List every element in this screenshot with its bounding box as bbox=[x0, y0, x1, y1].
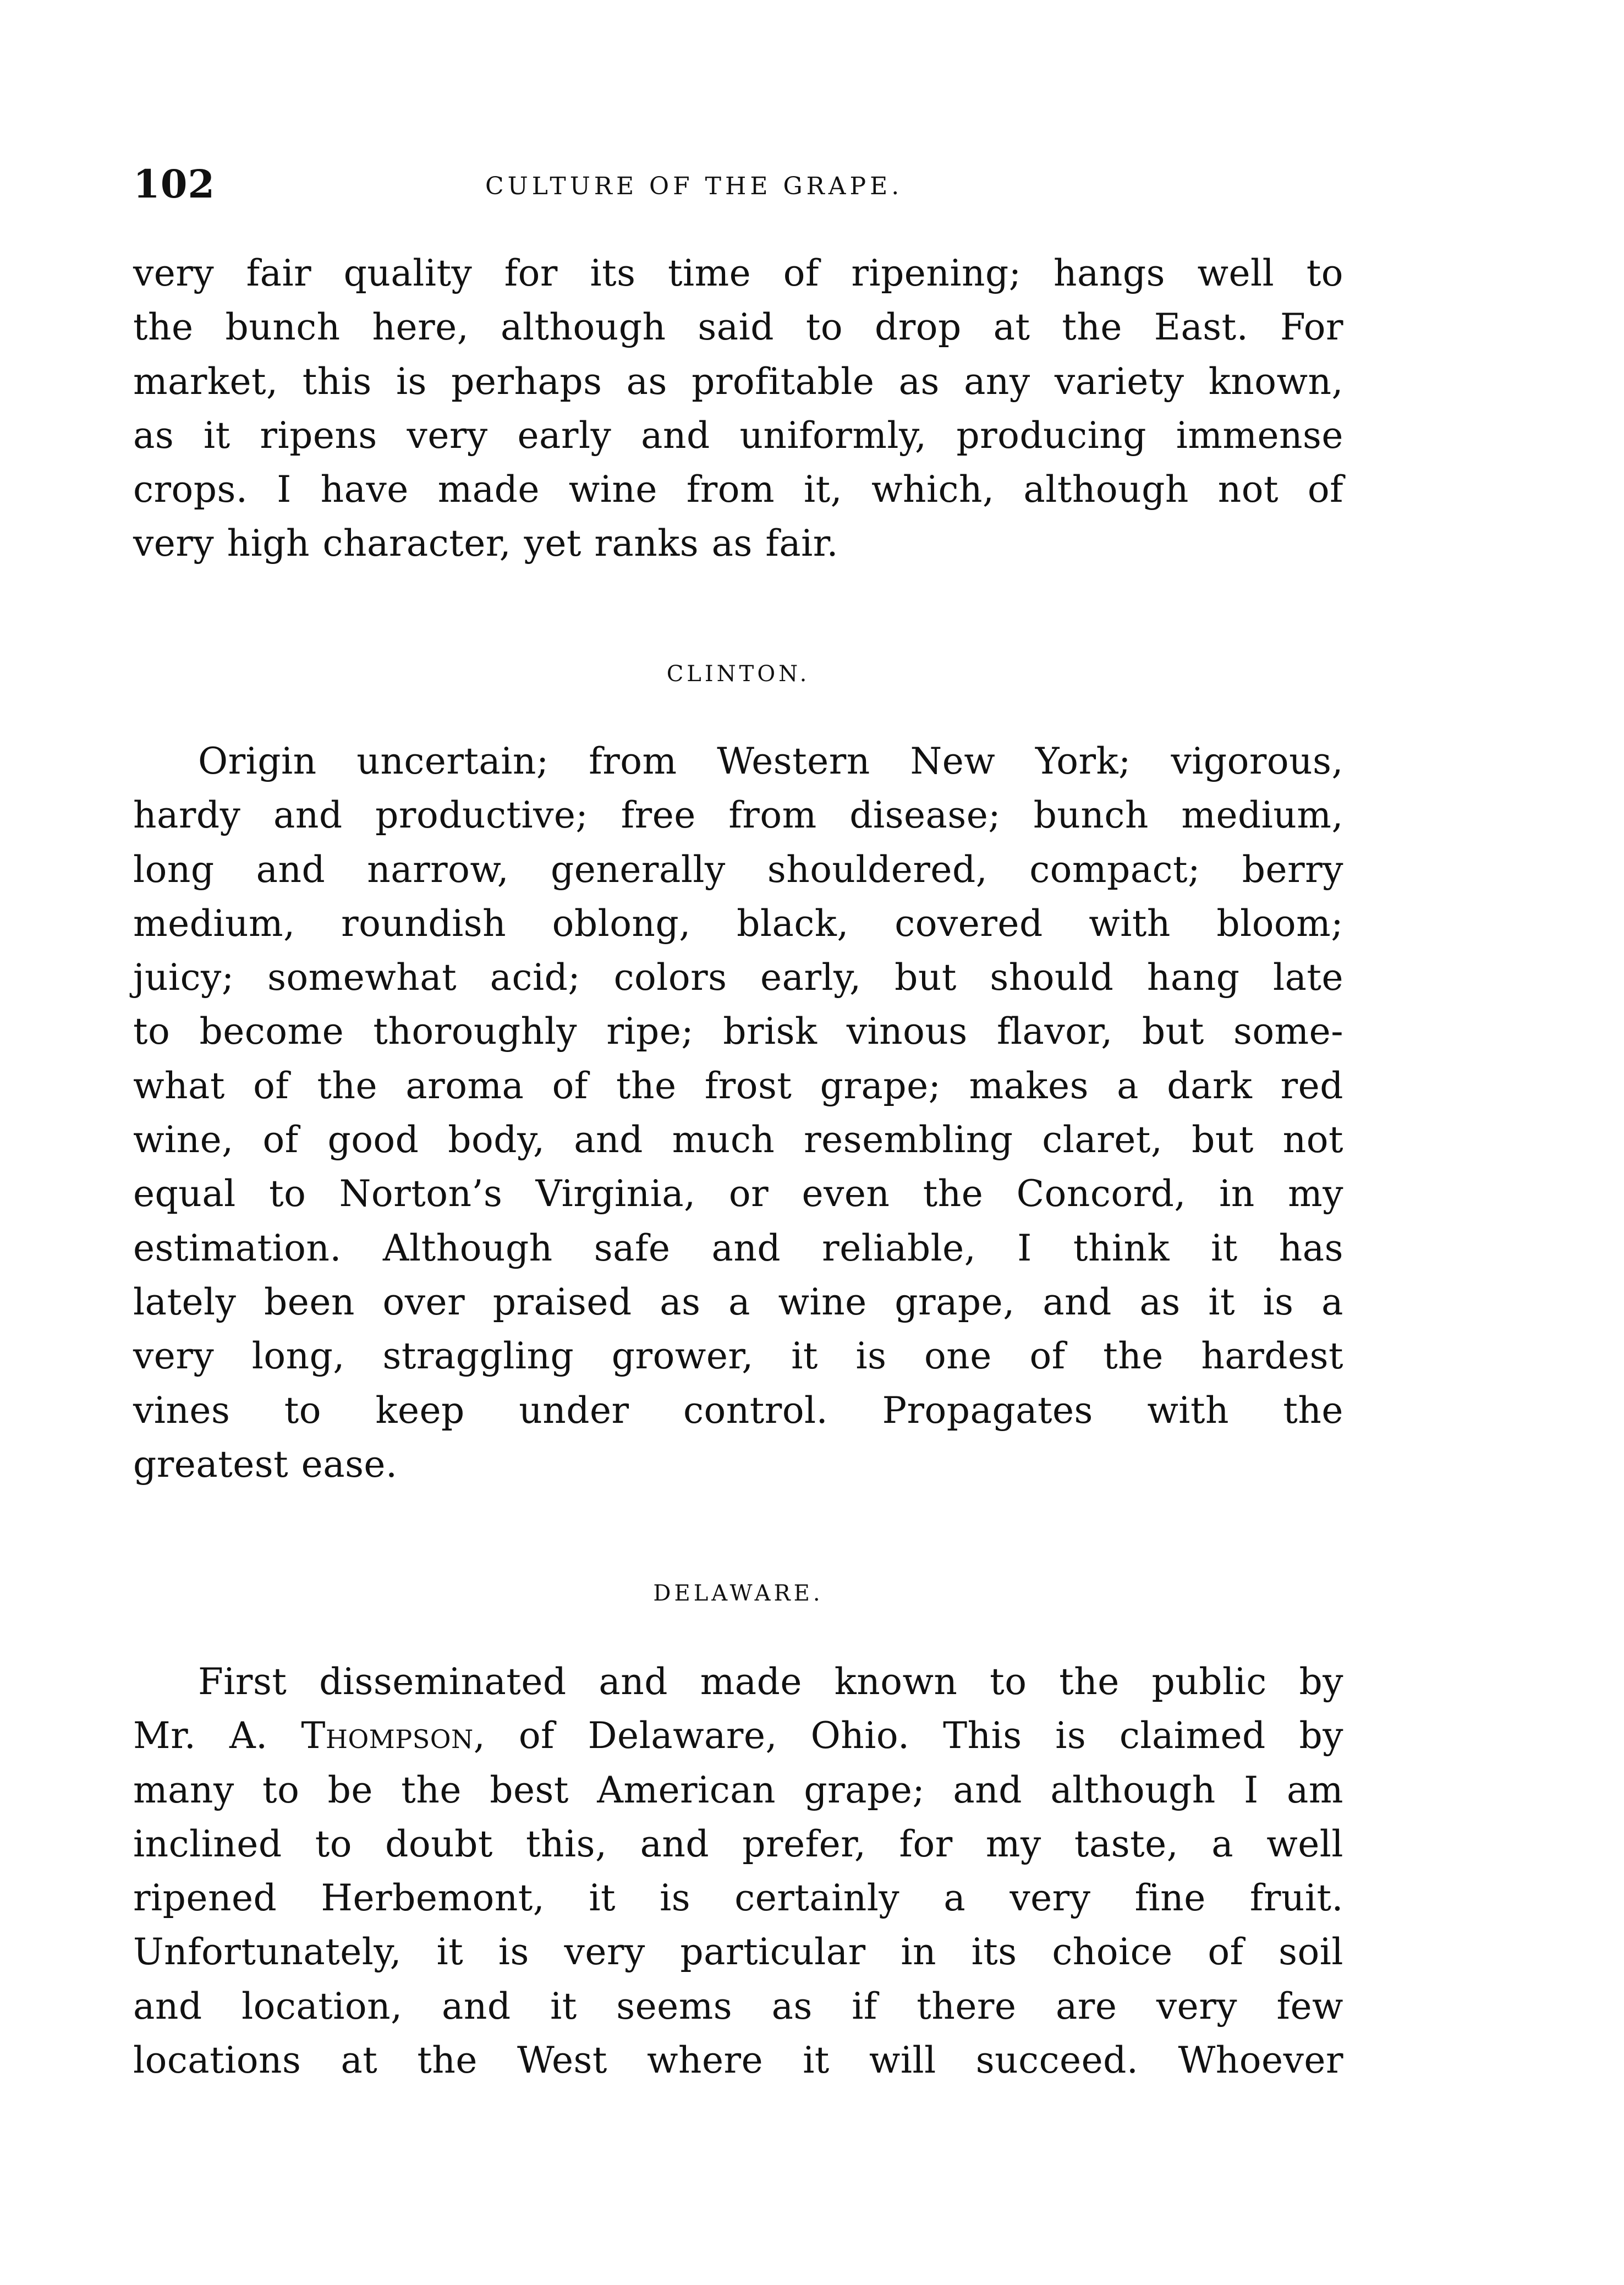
text-line: juicy; somewhat acid; colors early, but should hang late bbox=[133, 956, 1343, 999]
text-line: very long, straggling grower, it is one of the hardest bbox=[133, 1335, 1343, 1378]
running-title: CULTURE OF THE GRAPE. bbox=[485, 172, 903, 200]
text-line: very fair quality for its time of ripening; hangs well to bbox=[133, 252, 1343, 294]
text-line: what of the aroma of the frost grape; makes a dark red bbox=[133, 1064, 1343, 1107]
text-line: wine, of good body, and much resembling claret, but not bbox=[133, 1119, 1343, 1161]
text-segment: Mr. A. bbox=[133, 1714, 301, 1757]
text-line: hardy and productive; free from disease; bunch medium, bbox=[133, 794, 1343, 837]
text-line: long and narrow, generally shouldered, compact; berry bbox=[133, 848, 1343, 891]
person-name-thompson: Thompson bbox=[301, 1714, 474, 1757]
text-line: ripened Herbemont, it is certainly a very fine fruit. bbox=[133, 1877, 1343, 1920]
continuation-paragraph bbox=[133, 246, 1343, 571]
text-line: greatest ease. bbox=[133, 1443, 398, 1486]
text-line: Origin uncertain; from Western New York; vigorous, bbox=[198, 740, 1343, 782]
text-line: crops. I have made wine from it, which, although not of bbox=[133, 468, 1343, 511]
text-line: equal to Norton’s Virginia, or even the Concord, in my bbox=[133, 1172, 1343, 1215]
text-segment: , of Delaware, Ohio. This is claimed by bbox=[473, 1714, 1343, 1757]
text-line: market, this is perhaps as profitable as any variety known, bbox=[133, 360, 1343, 403]
text-line: estimation. Although safe and reliable, I think it has bbox=[133, 1226, 1343, 1269]
text-line bbox=[133, 1709, 1343, 1763]
section-heading-delaware: DELAWARE. bbox=[653, 1581, 824, 1606]
text-line: inclined to doubt this, and prefer, for my taste, a well bbox=[133, 1822, 1343, 1865]
section-heading-clinton: CLINTON. bbox=[666, 661, 810, 687]
text-line: to become thoroughly ripe; brisk vinous flavor, but some- bbox=[133, 1010, 1343, 1053]
text-line: and location, and it seems as if there are very few bbox=[133, 1985, 1343, 2028]
text-line: vines to keep under control. Propagates with the bbox=[133, 1389, 1343, 1432]
text-line: the bunch here, although said to drop at the East. For bbox=[133, 306, 1343, 349]
text-line: very high character, yet ranks as fair. bbox=[133, 522, 838, 565]
text-line: First disseminated and made known to the public by bbox=[198, 1661, 1343, 1703]
text-line: medium, roundish oblong, black, covered with bloom; bbox=[133, 902, 1343, 945]
clinton-paragraph bbox=[133, 735, 1343, 1492]
text-line: lately been over praised as a wine grape, and as it is a bbox=[133, 1280, 1343, 1323]
running-head bbox=[133, 160, 1343, 209]
delaware-paragraph bbox=[133, 1655, 1343, 2087]
page-number: 102 bbox=[133, 161, 216, 207]
text-line: many to be the best American grape; and although I am bbox=[133, 1768, 1343, 1811]
text-line: Unfortunately, it is very particular in its choice of soil bbox=[133, 1931, 1343, 1974]
text-line: locations at the West where it will succeed. Whoever bbox=[133, 2039, 1343, 2082]
text-line: as it ripens very early and uniformly, producing immense bbox=[133, 414, 1343, 457]
